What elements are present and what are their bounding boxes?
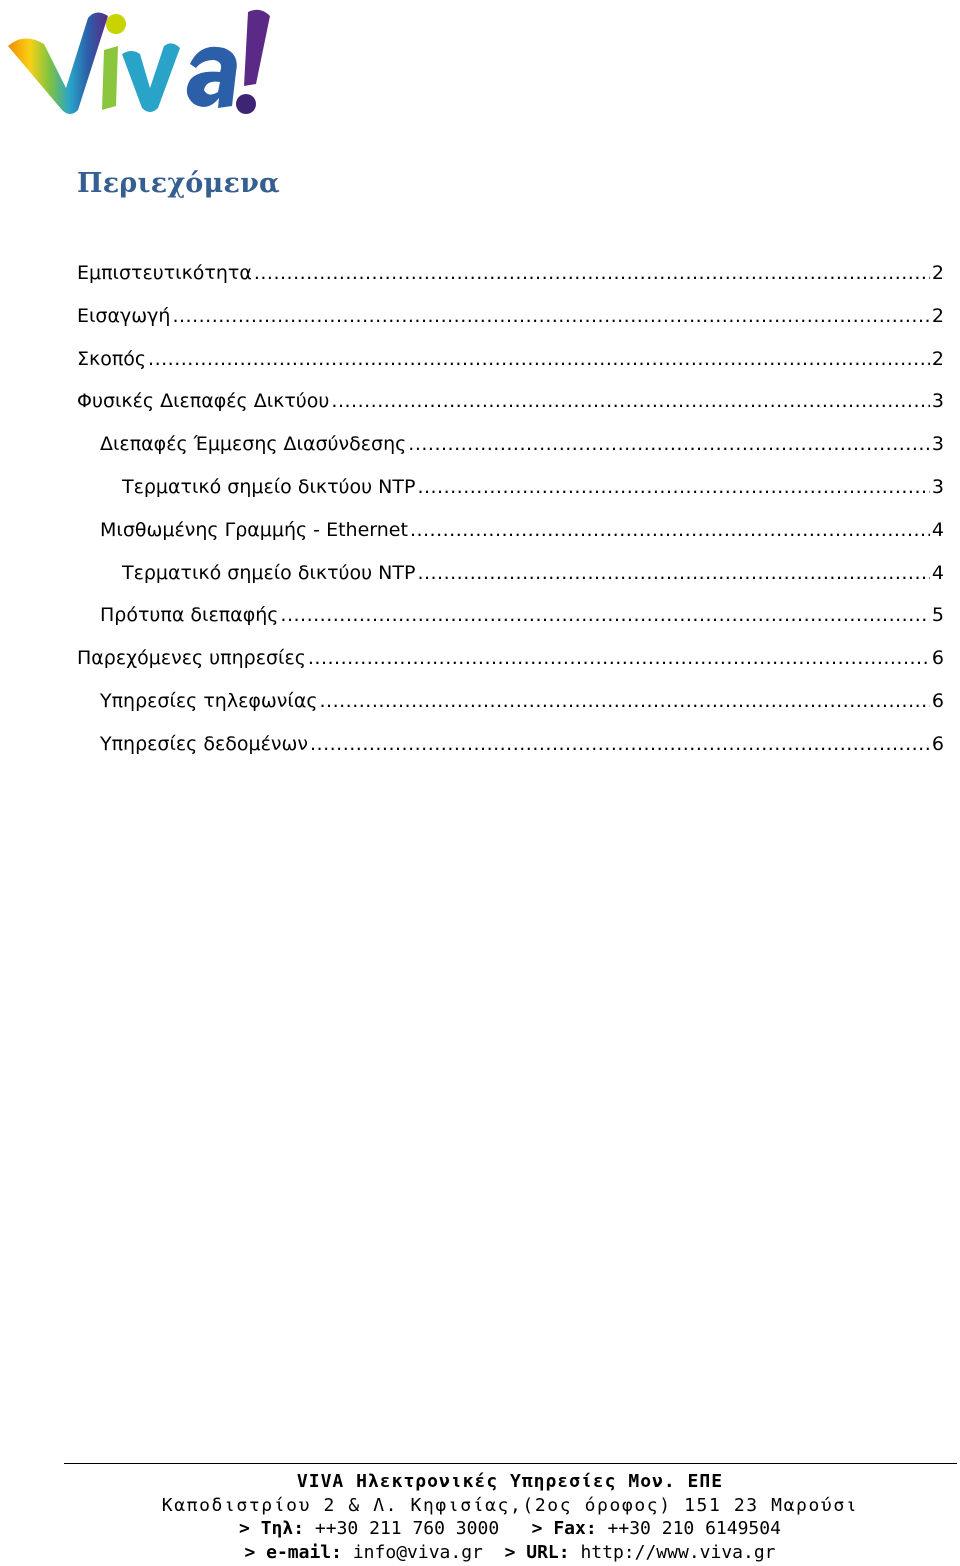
footer-company: VIVA Ηλεκτρονικές Υπηρεσίες Μον. ΕΠΕ: [296, 1471, 724, 1492]
toc-leader-dots: [172, 305, 929, 327]
footer-address: Καποδιστρίου 2 & Λ. Κηφισίας,(2ος όροφος) 151 23 Μαρούσι: [161, 1494, 859, 1516]
toc-leader-dots: [417, 562, 929, 584]
toc-entry-label: Πρότυπα διεπαφής: [100, 604, 279, 627]
page-footer: [0, 1470, 960, 1564]
toc-leader-dots: [254, 262, 930, 284]
toc-entry[interactable]: [100, 733, 944, 761]
footer-contact-line: [0, 1517, 960, 1541]
footer-fax-label: > Fax:: [531, 1518, 597, 1539]
toc-entry-page: 6: [931, 647, 944, 670]
footer-email: info@viva.gr: [352, 1541, 483, 1563]
toc-leader-dots: [148, 348, 930, 370]
toc-entry[interactable]: [122, 476, 944, 504]
toc-entry-page: 3: [931, 390, 944, 413]
footer-web-line: [0, 1541, 960, 1565]
footer-phone-label: > Τηλ:: [239, 1518, 305, 1539]
toc-leader-dots: [320, 690, 930, 712]
viva-logo: [4, 2, 272, 120]
toc-entry-page: 2: [931, 347, 944, 370]
toc-entry[interactable]: [77, 348, 944, 376]
toc-entry-page: 4: [931, 561, 944, 584]
toc-title: Περιεχόμενα: [77, 168, 280, 199]
toc-entry[interactable]: [100, 690, 944, 718]
toc-entry-label: Υπηρεσίες δεδομένων: [100, 732, 308, 755]
footer-email-label: > e-mail:: [244, 1541, 342, 1563]
footer-url-label: > URL:: [504, 1541, 570, 1563]
toc-entry-page: 6: [931, 690, 944, 712]
toc-entry[interactable]: [100, 519, 944, 547]
toc-leader-dots: [410, 519, 930, 541]
toc-entry[interactable]: [77, 262, 944, 290]
toc-entry[interactable]: [77, 390, 944, 418]
toc-entry-label: Διεπαφές Έμμεσης Διασύνδεσης: [100, 433, 407, 456]
toc-entry-page: 2: [931, 262, 944, 284]
toc-entry-label: Υπηρεσίες τηλεφωνίας: [100, 690, 318, 712]
toc-entry[interactable]: [100, 604, 944, 632]
footer-divider: [64, 1463, 957, 1464]
toc-entry[interactable]: [77, 305, 944, 333]
toc-entry-label: Σκοπός: [77, 347, 147, 370]
toc-entry-page: 3: [931, 476, 944, 498]
toc-leader-dots: [310, 733, 930, 755]
toc-entry-label: Εισαγωγή: [77, 304, 171, 327]
toc-leader-dots: [408, 433, 930, 455]
toc-leader-dots: [308, 647, 930, 669]
toc-entry-page: 4: [931, 518, 944, 541]
toc-leader-dots: [331, 390, 929, 412]
toc-entry-label: Παρεχόμενες υπηρεσίες: [77, 647, 306, 670]
toc-entry-label: Τερματικό σημείο δικτύου NTP: [122, 476, 416, 498]
toc-entry-label: Τερματικό σημείο δικτύου NTP: [122, 561, 416, 584]
toc-entry[interactable]: [100, 433, 944, 461]
toc-entry-page: 6: [931, 732, 944, 755]
footer-url: http://www.viva.gr: [580, 1541, 776, 1563]
toc-entry-page: 2: [931, 304, 944, 327]
toc-entry-label: Μισθωμένης Γραμμής - Ethernet: [100, 518, 408, 541]
footer-phone: ++30 211 760 3000: [314, 1518, 500, 1539]
toc-entry-page: 3: [931, 433, 944, 456]
toc-leader-dots: [417, 476, 929, 498]
toc-leader-dots: [280, 604, 929, 626]
toc-entry-label: Εμπιστευτικότητα: [77, 262, 252, 284]
toc-entry-page: 5: [931, 604, 944, 627]
toc-entry[interactable]: [77, 647, 944, 675]
toc-entry-label: Φυσικές Διεπαφές Δικτύου: [77, 390, 330, 413]
toc-entry[interactable]: [122, 562, 944, 590]
footer-fax: ++30 210 6149504: [607, 1518, 781, 1539]
